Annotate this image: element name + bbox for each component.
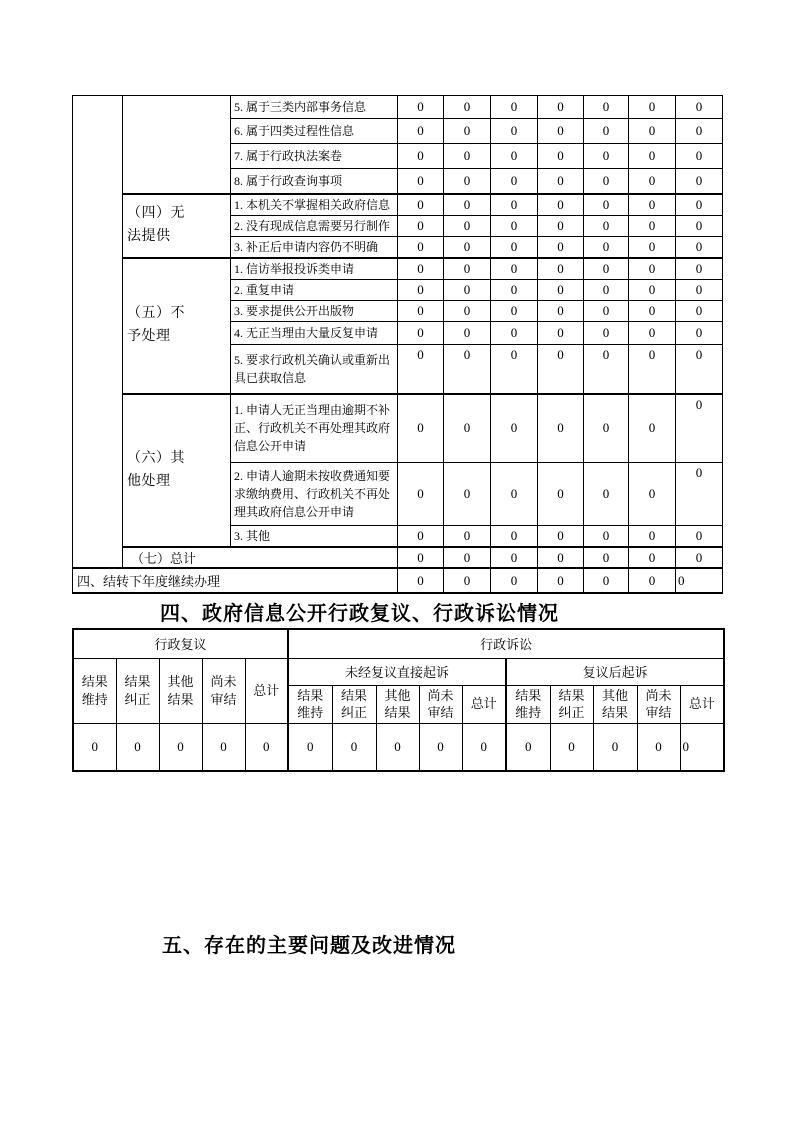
value-cell: 0 — [444, 462, 491, 525]
item-label-cell: 6. 属于四类过程性信息 — [231, 119, 398, 144]
item-label-cell: 3. 要求提供公开出版物 — [231, 300, 398, 321]
value-cell: 0 — [584, 462, 629, 525]
value-cell: 0 — [398, 547, 444, 568]
value-cell: 0 — [491, 321, 538, 344]
category-label: （五）不予处理 — [127, 306, 185, 344]
value-cell: 0 — [629, 258, 676, 280]
value-cell: 0 — [538, 236, 584, 258]
value-cell: 0 — [444, 258, 491, 280]
value-cell: 0 — [584, 525, 629, 547]
value-cell: 0 — [491, 194, 538, 216]
item-label-cell: 8. 属于行政查询事项 — [231, 169, 398, 194]
empty-left-column-cell — [73, 96, 123, 569]
value-cell: 0 — [444, 169, 491, 194]
value-cell: 0 — [676, 462, 723, 525]
value-cell: 0 — [491, 279, 538, 300]
value-cell: 0 — [491, 344, 538, 394]
value-cell: 0 — [676, 169, 723, 194]
category-label-cell — [123, 258, 231, 395]
value-cell: 0 — [538, 344, 584, 394]
value-cell: 0 — [629, 119, 676, 144]
value-cell: 0 — [398, 300, 444, 321]
value-cell: 0 — [444, 300, 491, 321]
empty-category-cell — [123, 96, 231, 194]
header-administrative-litigation: 行政诉讼 — [288, 629, 724, 658]
leaf-header-cell: 总计 — [680, 685, 724, 723]
value-cell: 0 — [419, 723, 462, 771]
leaf-header-cell: 其他结果 — [159, 658, 202, 723]
value-cell: 0 — [491, 525, 538, 547]
value-cell: 0 — [506, 723, 550, 771]
value-cell: 0 — [538, 194, 584, 216]
value-cell: 0 — [462, 723, 506, 771]
value-cell: 0 — [288, 723, 332, 771]
value-cell: 0 — [398, 215, 444, 236]
value-cell: 0 — [584, 215, 629, 236]
value-cell: 0 — [398, 169, 444, 194]
table-review-litigation — [72, 628, 725, 772]
value-cell: 0 — [584, 321, 629, 344]
value-cell: 0 — [444, 525, 491, 547]
value-cell: 0 — [629, 462, 676, 525]
value-cell: 0 — [584, 300, 629, 321]
item-label-cell: 3. 补正后申请内容仍不明确 — [231, 236, 398, 258]
value-cell: 0 — [629, 215, 676, 236]
value-cell: 0 — [538, 96, 584, 119]
value-cell: 0 — [491, 236, 538, 258]
value-cell: 0 — [444, 568, 491, 593]
value-cell: 0 — [676, 96, 723, 119]
value-cell: 0 — [491, 169, 538, 194]
value-cell: 0 — [629, 279, 676, 300]
value-cell: 0 — [676, 279, 723, 300]
value-cell: 0 — [491, 300, 538, 321]
header-post-review-litigation: 复议后起诉 — [506, 658, 724, 685]
value-cell: 0 — [376, 723, 419, 771]
item-label-cell: 2. 申请人逾期未按收费通知要求缴纳费用、行政机关不再处理其政府信息公开申请 — [231, 462, 398, 525]
value-cell: 0 — [491, 144, 538, 169]
section-title-review-litigation: 四、政府信息公开行政复议、行政诉讼情况 — [160, 603, 559, 625]
category-label: （四）无法提供 — [127, 206, 185, 244]
value-cell: 0 — [538, 525, 584, 547]
value-cell: 0 — [491, 215, 538, 236]
value-cell: 0 — [398, 462, 444, 525]
value-cell: 0 — [538, 119, 584, 144]
value-cell: 0 — [584, 144, 629, 169]
value-cell: 0 — [491, 119, 538, 144]
carryover-row-label-cell: 四、结转下年度继续办理 — [73, 568, 398, 593]
value-cell: 0 — [629, 344, 676, 394]
value-cell: 0 — [159, 723, 202, 771]
value-cell: 0 — [538, 169, 584, 194]
value-cell: 0 — [637, 723, 680, 771]
value-cell: 0 — [444, 344, 491, 394]
category-label: （六）其他处理 — [127, 451, 185, 489]
value-cell: 0 — [629, 169, 676, 194]
value-cell: 0 — [116, 723, 159, 771]
value-cell: 0 — [676, 236, 723, 258]
value-cell: 0 — [491, 96, 538, 119]
value-cell: 0 — [444, 547, 491, 568]
value-cell: 0 — [584, 394, 629, 462]
value-cell: 0 — [676, 547, 723, 568]
value-cell: 0 — [676, 194, 723, 216]
leaf-header-cell: 总计 — [245, 658, 288, 723]
value-cell: 0 — [491, 258, 538, 280]
value-cell: 0 — [398, 394, 444, 462]
value-cell: 0 — [584, 236, 629, 258]
value-cell: 0 — [584, 194, 629, 216]
value-cell: 0 — [444, 394, 491, 462]
item-label-cell: 5. 属于三类内部事务信息 — [231, 96, 398, 119]
value-cell: 0 — [676, 119, 723, 144]
item-label-cell: 2. 重复申请 — [231, 279, 398, 300]
value-cell: 0 — [629, 236, 676, 258]
leaf-header-cell: 尚未审结 — [637, 685, 680, 723]
value-cell: 0 — [398, 119, 444, 144]
leaf-header-cell: 尚未审结 — [202, 658, 245, 723]
value-cell: 0 — [538, 300, 584, 321]
value-cell: 0 — [398, 144, 444, 169]
value-cell: 0 — [398, 236, 444, 258]
value-cell: 0 — [676, 215, 723, 236]
leaf-header-cell: 其他结果 — [376, 685, 419, 723]
value-cell: 0 — [584, 169, 629, 194]
item-label-cell: 5. 要求行政机关确认或重新出具已获取信息 — [231, 344, 398, 394]
value-cell: 0 — [550, 723, 593, 771]
value-cell: 0 — [538, 547, 584, 568]
header-direct-litigation: 未经复议直接起诉 — [288, 658, 506, 685]
item-label-cell: 1. 申请人无正当理由逾期不补正、行政机关不再处理其政府信息公开申请 — [231, 394, 398, 462]
value-cell: 0 — [538, 321, 584, 344]
value-cell: 0 — [584, 344, 629, 394]
table-processing-results — [72, 95, 723, 594]
value-cell: 0 — [538, 279, 584, 300]
value-cell: 0 — [538, 258, 584, 280]
value-cell: 0 — [629, 300, 676, 321]
value-cell: 0 — [332, 723, 376, 771]
value-cell: 0 — [538, 462, 584, 525]
value-cell: 0 — [444, 215, 491, 236]
value-cell: 0 — [538, 215, 584, 236]
leaf-header-cell: 尚未审结 — [419, 685, 462, 723]
value-cell: 0 — [584, 547, 629, 568]
section-title-problems-improvements: 五、存在的主要问题及改进情况 — [162, 935, 456, 957]
value-cell: 0 — [629, 144, 676, 169]
item-label-cell: 4. 无正当理由大量反复申请 — [231, 321, 398, 344]
value-cell: 0 — [584, 279, 629, 300]
value-cell: 0 — [593, 723, 637, 771]
total-row-label-cell: （七）总计 — [123, 547, 398, 568]
item-label-cell: 1. 信访举报投诉类申请 — [231, 258, 398, 280]
value-cell: 0 — [538, 394, 584, 462]
value-cell: 0 — [629, 568, 676, 593]
value-cell: 0 — [398, 194, 444, 216]
value-cell: 0 — [202, 723, 245, 771]
value-cell: 0 — [584, 568, 629, 593]
value-cell: 0 — [444, 236, 491, 258]
value-cell: 0 — [444, 96, 491, 119]
value-cell: 0 — [73, 723, 116, 771]
value-cell: 0 — [444, 321, 491, 344]
leaf-header-cell: 总计 — [462, 685, 506, 723]
value-cell: 0 — [629, 394, 676, 462]
category-label-cell — [123, 394, 231, 547]
value-cell: 0 — [491, 568, 538, 593]
value-cell: 0 — [444, 119, 491, 144]
value-cell: 0 — [680, 723, 724, 771]
item-label-cell: 2. 没有现成信息需要另行制作 — [231, 215, 398, 236]
value-cell: 0 — [398, 568, 444, 593]
value-cell: 0 — [444, 194, 491, 216]
value-cell: 0 — [398, 96, 444, 119]
leaf-header-cell: 结果维持 — [73, 658, 116, 723]
value-cell: 0 — [676, 258, 723, 280]
value-cell: 0 — [676, 525, 723, 547]
value-cell: 0 — [398, 525, 444, 547]
category-label-cell — [123, 194, 231, 258]
value-cell: 0 — [444, 279, 491, 300]
item-label-cell: 3. 其他 — [231, 525, 398, 547]
value-cell: 0 — [676, 300, 723, 321]
value-cell: 0 — [245, 723, 288, 771]
leaf-header-cell: 结果维持 — [506, 685, 550, 723]
value-cell: 0 — [629, 96, 676, 119]
value-cell: 0 — [629, 194, 676, 216]
value-cell: 0 — [538, 568, 584, 593]
item-label-cell: 1. 本机关不掌握相关政府信息 — [231, 194, 398, 216]
item-label-cell: 7. 属于行政执法案卷 — [231, 144, 398, 169]
value-cell: 0 — [676, 144, 723, 169]
leaf-header-cell: 结果纠正 — [332, 685, 376, 723]
value-cell: 0 — [398, 344, 444, 394]
value-cell: 0 — [676, 568, 723, 593]
leaf-header-cell: 其他结果 — [593, 685, 637, 723]
value-cell: 0 — [629, 321, 676, 344]
header-administrative-review: 行政复议 — [73, 629, 288, 658]
value-cell: 0 — [398, 258, 444, 280]
value-cell: 0 — [629, 547, 676, 568]
value-cell: 0 — [676, 394, 723, 462]
value-cell: 0 — [491, 547, 538, 568]
leaf-header-cell: 结果纠正 — [550, 685, 593, 723]
value-cell: 0 — [444, 144, 491, 169]
value-cell: 0 — [584, 96, 629, 119]
value-cell: 0 — [584, 119, 629, 144]
value-cell: 0 — [676, 344, 723, 394]
value-cell: 0 — [491, 394, 538, 462]
leaf-header-cell: 结果纠正 — [116, 658, 159, 723]
value-cell: 0 — [398, 321, 444, 344]
value-cell: 0 — [584, 258, 629, 280]
value-cell: 0 — [491, 462, 538, 525]
value-cell: 0 — [538, 144, 584, 169]
value-cell: 0 — [398, 279, 444, 300]
leaf-header-cell: 结果维持 — [288, 685, 332, 723]
value-cell: 0 — [629, 525, 676, 547]
value-cell: 0 — [676, 321, 723, 344]
